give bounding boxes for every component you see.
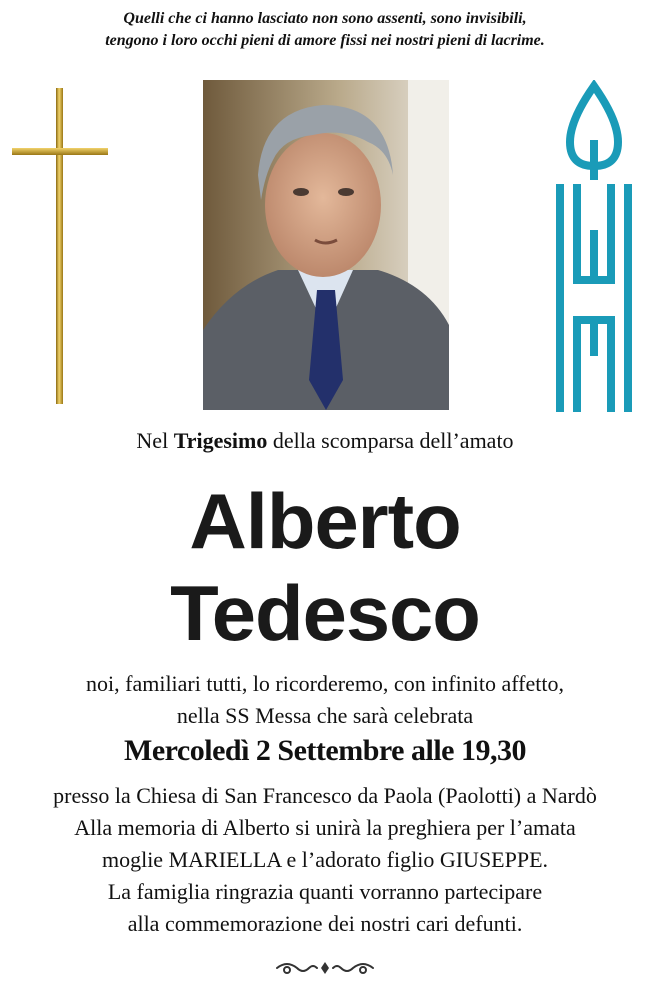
- deceased-last-name: Tedesco: [170, 569, 480, 657]
- message-line-1: noi, familiari tutti, lo ricorderemo, con infinito affetto,: [86, 671, 564, 696]
- message-block-top: [0, 668, 650, 732]
- mass-date: Mercoledì 2 Settembre alle 19,30: [124, 734, 526, 767]
- intro-after: della scomparsa dell’amato: [267, 428, 514, 453]
- message-line-7: alla commemorazione dei nostri cari defunti.: [127, 911, 523, 936]
- message-line-4: Alla memoria di Alberto si unirà la preghiera per l’amata: [74, 815, 576, 840]
- intro-before: Nel: [136, 428, 174, 453]
- candle-icon: [556, 80, 634, 412]
- message-block-bottom: [0, 780, 650, 940]
- ornament-icon: [273, 958, 377, 978]
- cross-icon: [12, 88, 108, 404]
- memorial-quote: [0, 8, 650, 52]
- quote-line-2: tengono i loro occhi pieni di amore fissi nei nostri pieni di lacrime.: [105, 32, 545, 49]
- deceased-first-name: Alberto: [189, 477, 461, 565]
- message-line-3: presso la Chiesa di San Francesco da Paola (Paolotti) a Nardò: [53, 783, 597, 808]
- intro-line: [0, 428, 650, 454]
- intro-trigesimo: Trigesimo: [173, 428, 268, 453]
- message-line-2: nella SS Messa che sarà celebrata: [176, 703, 474, 728]
- quote-line-1: Quelli che ci hanno lasciato non sono assenti, sono invisibili,: [123, 10, 527, 27]
- message-line-5: moglie MARIELLA e l’adorato figlio GIUSEPPE.: [101, 847, 549, 872]
- portrait-photo: [203, 80, 449, 410]
- message-line-6: La famiglia ringrazia quanti vorranno partecipare: [107, 879, 543, 904]
